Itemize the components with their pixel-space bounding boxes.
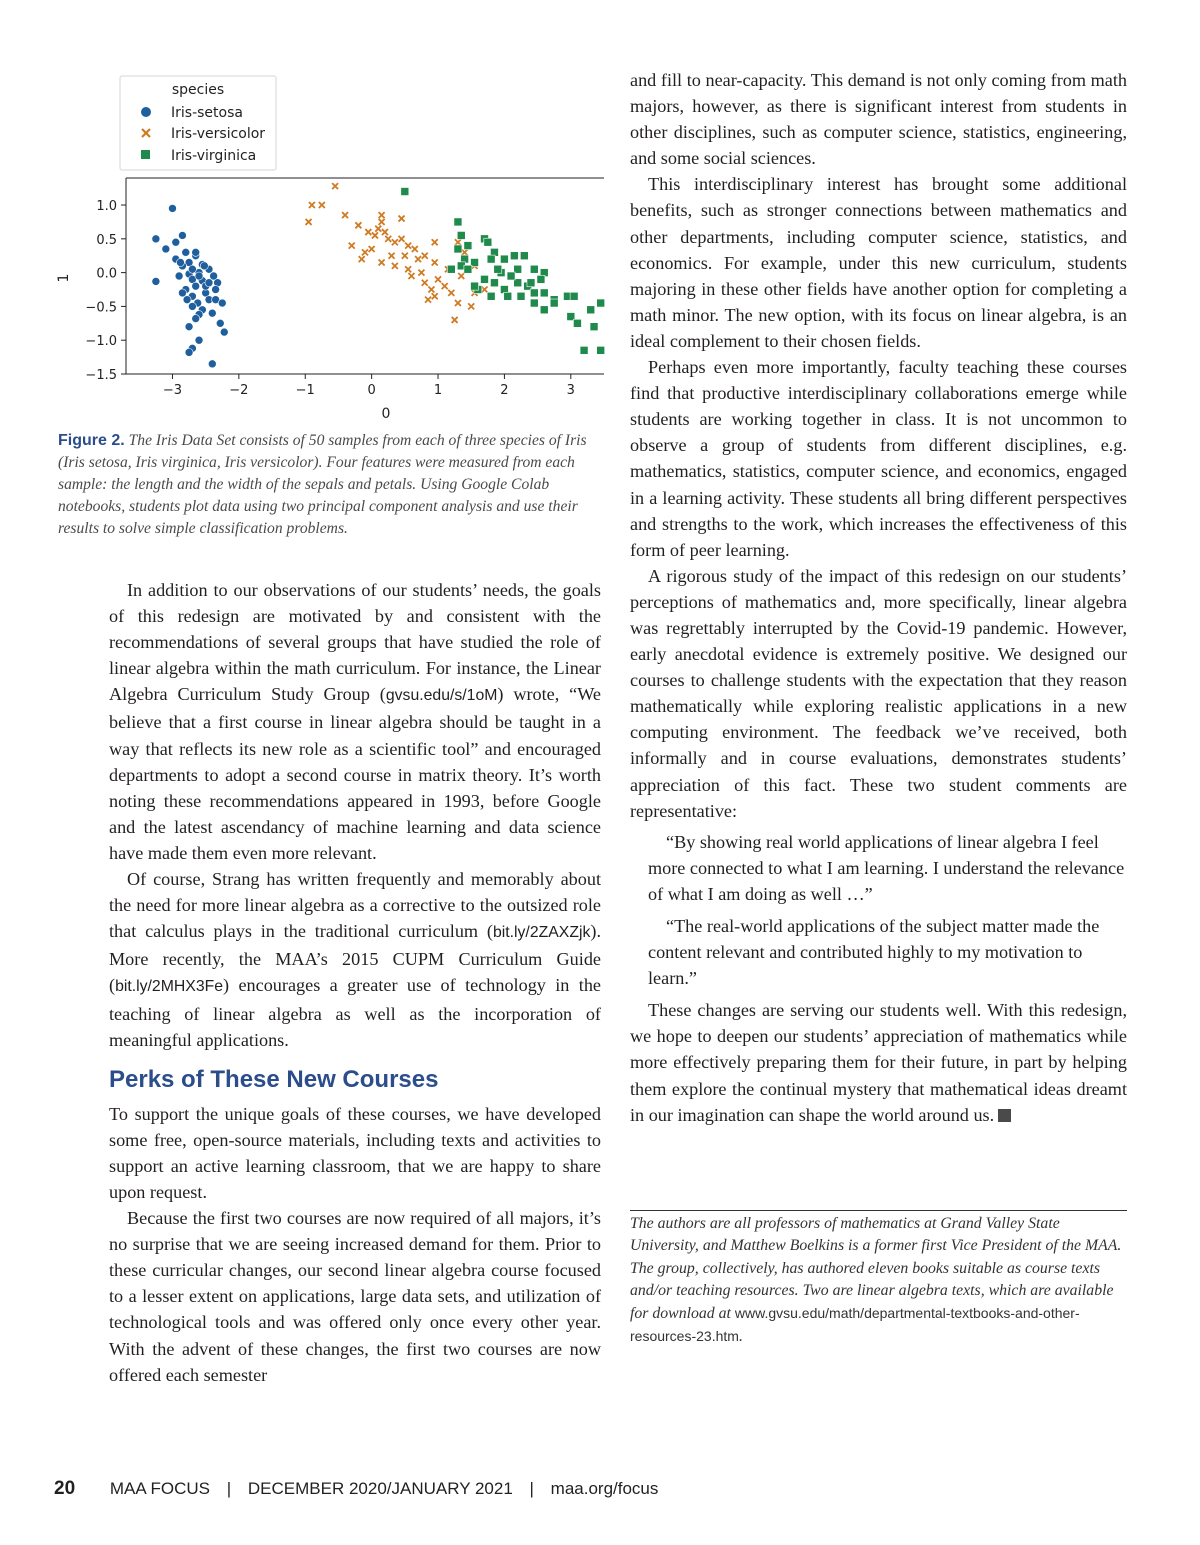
point-setosa: [188, 302, 196, 310]
point-versicolor: [405, 243, 411, 249]
point-virginica: [490, 279, 498, 287]
point-setosa: [188, 265, 196, 273]
point-versicolor: [442, 283, 448, 289]
link-strang[interactable]: bit.ly/2ZAXZjk: [492, 924, 591, 942]
point-versicolor: [349, 243, 355, 249]
legend-label-virginica: Iris-virginica: [171, 148, 257, 164]
page-footer: [54, 1478, 658, 1500]
point-setosa: [195, 272, 203, 280]
figure-2: [56, 68, 606, 424]
point-versicolor: [399, 236, 405, 242]
point-setosa: [208, 309, 216, 317]
data-points: [152, 183, 605, 368]
point-setosa: [168, 204, 176, 212]
paragraph: This interdisciplinary interest has brought some additional benefits, such as stronger connections between mathematics and other departments, including computer science, statistics, and economics. For example, under this new curriculum, students majoring in these other fields have another option for completing a math minor. The new option, with its focus on linear algebra, is an ideal complement to their chosen fields.: [630, 174, 1127, 351]
point-versicolor: [432, 239, 438, 245]
page-number: 20: [54, 1478, 76, 1499]
legend-title: species: [171, 82, 225, 98]
student-quote-1: [648, 829, 1127, 907]
point-virginica: [590, 323, 598, 331]
paragraph: A rigorous study of the impact of this redesign on our students’ perceptions of mathematics and, more specifically, linear algebra was regrettably interrupted by the Covid-19 pandemic. However, early anecdotal evidence is extremely positive. We designed our courses to challenge students with the expectation that they reason mathematically while exploring realistic applications in a new computing environment. The feedback we’ve received, both informally and in course evaluations, demonstrates students’ appreciation of this fact. These two student comments are representative:: [630, 565, 1127, 821]
quote-text: “The real-world applications of the subject matter made the content relevant and contributed highly to my motivation to learn.”: [648, 916, 1100, 989]
point-versicolor: [428, 287, 434, 293]
point-versicolor: [319, 202, 325, 208]
publication-name: MAA FOCUS: [109, 1479, 210, 1498]
iris-scatter-plot: [56, 68, 606, 424]
point-virginica: [484, 238, 492, 246]
issue-date: DECEMBER 2020/JANUARY 2021: [247, 1479, 513, 1498]
point-versicolor: [422, 280, 428, 286]
point-virginica: [570, 292, 578, 300]
point-setosa: [178, 231, 186, 239]
point-versicolor: [432, 259, 438, 265]
point-setosa: [208, 360, 216, 368]
point-versicolor: [372, 232, 378, 238]
x-tick-label: −1: [295, 383, 315, 398]
legend: [120, 76, 276, 170]
point-virginica: [597, 346, 605, 354]
point-virginica: [507, 272, 515, 280]
point-virginica: [454, 245, 462, 253]
y-tick-label: 0.0: [96, 266, 117, 282]
text-run: ) encourages a greater use of technology in the teaching of linear algebra as well as the incorporation of meaningful applications.: [109, 975, 601, 1050]
point-virginica: [527, 279, 535, 287]
x-tick-label: −3: [162, 383, 183, 398]
left-column: [109, 577, 601, 1388]
x-tick-label: 2: [500, 383, 509, 398]
paragraph: and fill to near-capacity. This demand is not only coming from math majors, however, as there is significant interest from students in other disciplines, such as computer science, statistics, engineering, and some social sciences.: [630, 70, 1127, 169]
point-setosa: [192, 282, 200, 290]
point-virginica: [580, 346, 588, 354]
point-setosa: [185, 323, 193, 331]
point-versicolor: [415, 256, 421, 262]
point-virginica: [487, 292, 495, 300]
x-tick-label: 0: [367, 383, 376, 398]
point-versicolor: [365, 229, 371, 235]
point-virginica: [573, 319, 581, 327]
section-heading: Perks of These New Courses: [109, 1065, 439, 1093]
website-link[interactable]: maa.org/focus: [550, 1479, 659, 1498]
point-virginica: [494, 265, 502, 273]
quote-text: “By showing real world applications of linear algebra I feel more connected to what I am learning. I understand the relevance of what I am doing as well …”: [648, 831, 1125, 904]
point-versicolor: [379, 219, 385, 225]
authors-note-text: The authors are all professors of mathematics at Grand Valley State University, and Matthew Boelkins is a former first Vice President of the MAA. The group, collectively, has authored eleven books suitable as course texts and/or teaching resources. Two are linear algebra texts, which are available for download at: [630, 1215, 1122, 1323]
point-versicolor: [392, 263, 398, 269]
point-virginica: [487, 255, 495, 263]
legend-marker-virginica: [141, 150, 150, 159]
point-virginica: [540, 306, 548, 314]
point-virginica: [537, 275, 545, 283]
right-column: [630, 67, 1127, 1128]
x-axis-label: 0: [381, 406, 391, 422]
y-tick-label: −1.0: [85, 334, 117, 350]
text-run: In addition to our observations of our students’ needs, the goals of this redesign are motivated by and consistent with the recommendations of several groups that have studied the role of linear algebra within the math curriculum. For instance, the Linear Algebra Curriculum Study Group (: [109, 580, 601, 705]
legend-label-setosa: Iris-setosa: [171, 105, 243, 121]
point-virginica: [530, 299, 538, 307]
point-setosa: [200, 262, 208, 270]
point-virginica: [471, 282, 479, 290]
y-tick-label: 1.0: [96, 199, 117, 215]
text-run: ). More recently, the MAA’s 2015 CUPM Curriculum Guide (: [109, 921, 601, 996]
text-run: ) wrote, “We believe that a first course in linear algebra should be taught in a way that reflects its new role as a scientific tool” and encouraged departments to adopt a second course in matrix theory. It’s worth noting these recommendations appeared in 1993, before Google and the latest ascendancy of machine learning and data science have made them even more relevant.: [109, 684, 602, 863]
paragraph: Perhaps even more importantly, faculty teaching these courses find that productive interdisciplinary collaborations emerge while students are working together in class. It is not uncommon to observe a group of students from different disciplines, e.g. mathematics, statistics, computer science, and economics, engaged in a learning activity. These students all bring different perspectives and strengths to the work, which increases the effectiveness of this form of peer learning.: [630, 357, 1127, 560]
end-mark-icon: [998, 1109, 1011, 1122]
point-versicolor: [462, 249, 468, 255]
resources-link[interactable]: www.gvsu.edu/math/departmental-textbooks-and-other-resources-23.htm: [630, 1305, 1080, 1345]
point-setosa: [175, 272, 183, 280]
point-setosa: [172, 238, 180, 246]
point-versicolor: [355, 222, 361, 228]
point-versicolor: [392, 239, 398, 245]
y-axis-label: 1: [56, 273, 72, 283]
point-versicolor: [306, 219, 312, 225]
point-virginica: [447, 265, 455, 273]
legend-marker-setosa: [141, 107, 151, 117]
point-versicolor: [412, 246, 418, 252]
legend-label-versicolor: Iris-versicolor: [171, 126, 266, 142]
point-versicolor: [309, 202, 315, 208]
text-run: These changes are serving our students well. With this redesign, we hope to deepen our students’ appreciation of mathematics while more effectively preparing them for their future, in part by helping them explore the continual mystery that mathematical ideas dreamt in our imagination can shape the world around us.: [630, 1000, 1127, 1125]
paragraph: [109, 577, 601, 866]
point-virginica: [500, 255, 508, 263]
point-virginica: [510, 252, 518, 260]
y-tick-label: 0.5: [96, 232, 117, 248]
point-versicolor: [455, 300, 461, 306]
point-versicolor: [455, 239, 461, 245]
point-setosa: [178, 289, 186, 297]
point-virginica: [520, 252, 528, 260]
point-versicolor: [379, 212, 385, 218]
x-tick-label: 1: [433, 383, 443, 398]
point-virginica: [457, 231, 465, 239]
point-setosa: [183, 296, 191, 304]
x-tick-label: −2: [229, 383, 249, 398]
point-virginica: [540, 289, 548, 297]
point-versicolor: [402, 253, 408, 259]
point-setosa: [162, 245, 170, 253]
link-gvsu[interactable]: gvsu.edu/s/1oM: [385, 687, 498, 705]
point-setosa: [192, 315, 200, 323]
point-virginica: [550, 299, 558, 307]
point-virginica: [504, 292, 512, 300]
point-versicolor: [389, 253, 395, 259]
paragraph: [630, 997, 1127, 1127]
point-setosa: [176, 258, 184, 266]
paragraph: To support the unique goals of these courses, we have developed some free, open-source materials, including texts and activities to support an active learning classroom, that we are happy to share upon request.: [109, 1103, 601, 1202]
point-versicolor: [408, 273, 414, 279]
point-versicolor: [362, 249, 368, 255]
point-virginica: [587, 306, 595, 314]
point-versicolor: [482, 287, 488, 293]
point-virginica: [454, 218, 462, 226]
point-versicolor: [375, 226, 381, 232]
point-versicolor: [382, 229, 388, 235]
point-setosa: [216, 319, 224, 327]
point-versicolor: [342, 212, 348, 218]
point-versicolor: [448, 290, 454, 296]
link-cupm[interactable]: bit.ly/2MHX3Fe: [115, 978, 224, 996]
point-versicolor: [468, 303, 474, 309]
point-virginica: [517, 292, 525, 300]
point-setosa: [218, 299, 226, 307]
point-versicolor: [399, 216, 405, 222]
point-setosa: [220, 328, 228, 336]
point-versicolor: [418, 270, 424, 276]
point-versicolor: [369, 246, 375, 252]
point-virginica: [401, 188, 409, 196]
point-versicolor: [432, 293, 438, 299]
y-tick-label: −0.5: [85, 300, 117, 316]
point-versicolor: [332, 183, 338, 189]
point-virginica: [464, 242, 472, 250]
authors-note: [630, 1210, 1127, 1349]
point-setosa: [205, 279, 213, 287]
point-virginica: [597, 299, 605, 307]
point-setosa: [195, 336, 203, 344]
figure-caption: [58, 430, 608, 540]
point-versicolor: [422, 253, 428, 259]
footer-separator: |: [226, 1479, 232, 1498]
point-versicolor: [458, 273, 464, 279]
point-setosa: [182, 248, 190, 256]
point-setosa: [152, 235, 160, 243]
point-versicolor: [359, 256, 365, 262]
point-virginica: [530, 289, 538, 297]
point-versicolor: [452, 317, 458, 323]
student-quote-2: [648, 913, 1127, 991]
paragraph: [109, 866, 601, 1053]
point-versicolor: [425, 297, 431, 303]
figure-label: Figure 2.: [58, 432, 125, 449]
authors-note-end: .: [738, 1328, 743, 1346]
point-versicolor: [435, 276, 441, 282]
point-versicolor: [385, 236, 391, 242]
text-run: Of course, Strang has written frequently and memorably about the need for more linear algebra as a corrective to the outsized role that calculus plays in the traditional curriculum (: [109, 869, 601, 942]
point-virginica: [481, 275, 489, 283]
point-setosa: [212, 286, 220, 294]
y-tick-label: −1.5: [85, 368, 117, 383]
point-setosa: [192, 248, 200, 256]
point-setosa: [185, 348, 193, 356]
x-tick-label: 3: [566, 383, 575, 398]
footer-separator: |: [529, 1479, 534, 1498]
point-virginica: [530, 265, 538, 273]
figure-caption-text: The Iris Data Set consists of 50 samples from each of three species of Iris (Iris setosa, Iris virginica, Iris versicolor). Four features were measured from each sample: the length and the width of the sepals and petals. Using Google Colab notebooks, students plot data using two principal component analysis and use their results to solve simple classification problems.: [58, 432, 587, 537]
point-virginica: [464, 265, 472, 273]
point-versicolor: [405, 266, 411, 272]
point-versicolor: [379, 259, 385, 265]
paragraph: Because the first two courses are now required of all majors, it’s no surprise that we are seeing increased demand for them. Prior to these curricular changes, our second linear algebra course focused to a lesser extent on applications, large data sets, and utilization of technological tools and was offered only once every other year. With the advent of these changes, the first two courses are now offered each semester: [109, 1208, 601, 1385]
point-setosa: [152, 277, 160, 285]
